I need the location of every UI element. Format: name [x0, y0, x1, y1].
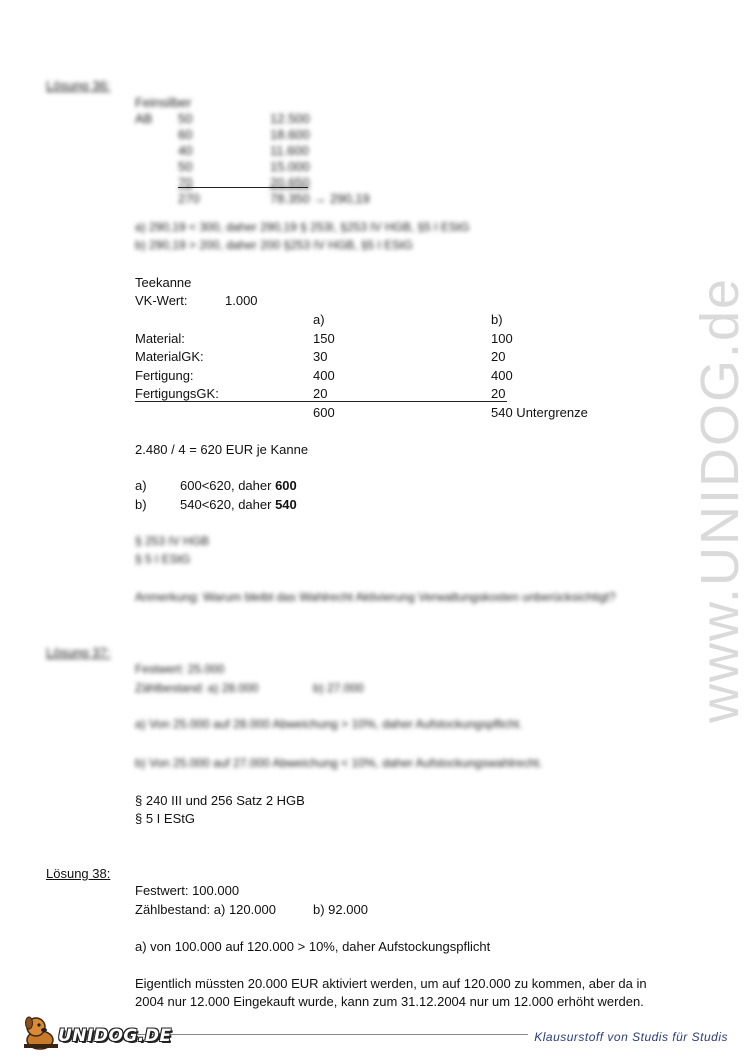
feinsilber-value: 15.000: [270, 159, 310, 174]
note-a: a) 290,19 < 300, daher 290,19 § 253I, §253 IV HGB, §5 I EStG: [135, 220, 470, 234]
result-a-text: 600<620, daher: [180, 478, 276, 493]
cost-row-b: 100: [491, 331, 513, 346]
footer-tagline: Klausurstoff von Studis für Studis: [528, 1030, 728, 1044]
law-reference-37: § 240 III und 256 Satz 2 HGB: [135, 793, 305, 808]
result-b: [180, 497, 297, 512]
zaehlbestand-38: Zählbestand: a) 120.000: [135, 902, 276, 917]
solution-37-heading: Lösung 37:: [46, 645, 111, 660]
cost-row-b: 20: [491, 349, 506, 364]
feinsilber-value: 12.500: [270, 111, 310, 126]
result-b-label: b): [135, 497, 147, 512]
vk-label: VK-Wert:: [135, 293, 188, 308]
feinsilber-qty: 70: [178, 175, 193, 190]
solution-36-heading: Lösung 36:: [46, 78, 111, 93]
result-a: [180, 478, 297, 493]
solution-38-heading: Lösung 38:: [46, 866, 111, 881]
feinsilber-total-qty: 270: [178, 191, 200, 206]
dog-logo-icon: [22, 1014, 62, 1052]
law-reference-37: § 5 I EStG: [135, 811, 195, 826]
column-a-header: a): [313, 312, 325, 327]
feinsilber-qty: 40: [178, 143, 193, 158]
feinsilber-qty: 50: [178, 111, 193, 126]
feinsilber-title: Feinsilber: [135, 95, 192, 110]
feinsilber-ab-label: AB: [135, 111, 153, 126]
feinsilber-qty: 50: [178, 159, 193, 174]
teekanne-title: Teekanne: [135, 275, 192, 290]
cost-row-a: 400: [313, 368, 335, 383]
note-b: b) 290,19 > 200, daher 200 §253 IV HGB, §5 I EStG: [135, 238, 413, 252]
zaehlbestand-37-b: b) 27.000: [313, 681, 364, 695]
zaehlbestand-38-b: b) 92.000: [313, 902, 368, 917]
cost-row-a: 20: [313, 386, 328, 401]
vk-value: 1.000: [225, 293, 258, 308]
festwert-38: Festwert: 100.000: [135, 883, 240, 898]
cost-row-label: MaterialGK:: [135, 349, 204, 364]
sum-line: [135, 401, 507, 402]
zaehlbestand-37: Zählbestand: a) 28.000: [135, 681, 259, 695]
law-reference: § 5 I EStG: [135, 552, 191, 566]
answer-38-a: a) von 100.000 auf 120.000 > 10%, daher Aufstockungspflicht: [135, 939, 491, 954]
result-b-value: 540: [275, 497, 297, 512]
column-b-header: b): [491, 312, 503, 327]
law-reference: § 253 IV HGB: [135, 534, 210, 548]
answer-37-a: a) Von 25.000 auf 28.000 Abweichung > 10%, daher Aufstockungspflicht.: [135, 717, 523, 731]
sum-a: 600: [313, 405, 335, 420]
cost-row-a: 30: [313, 349, 328, 364]
logo-text: UNIDOG.DE: [58, 1026, 172, 1046]
answer-37-b: b) Von 25.000 auf 27.000 Abweichung < 10%, daher Aufstockungswahlrecht.: [135, 756, 543, 770]
paragraph-line-1: Eigentlich müssten 20.000 EUR aktiviert werden, um auf 120.000 zu kommen, aber da in: [135, 976, 647, 991]
festwert-37: Festwert: 25.000: [135, 662, 225, 676]
feinsilber-total-value: 78.350 → 290,19: [270, 191, 370, 206]
feinsilber-qty: 60: [178, 127, 193, 142]
cost-row-b: 400: [491, 368, 513, 383]
calc-line: 2.480 / 4 = 620 EUR je Kanne: [135, 442, 309, 457]
paragraph-line-2: 2004 nur 12.000 Eingekauft wurde, kann zum 31.12.2004 nur um 12.000 erhöht werden.: [135, 994, 644, 1009]
cost-row-label: Material:: [135, 331, 185, 346]
watermark: www.UNIDOG.de: [690, 276, 750, 724]
remark: Anmerkung: Warum bleibt das Wahlrecht Aktivierung Verwaltungskosten unberücksichtigt?: [135, 590, 616, 604]
sum-b: 540 Untergrenze: [491, 405, 588, 420]
result-b-text: 540<620, daher: [180, 497, 276, 512]
feinsilber-value: 11.600: [270, 143, 309, 158]
feinsilber-value: 20.650: [270, 175, 310, 190]
feinsilber-value: 18.600: [270, 127, 310, 142]
cost-row-label: Fertigung:: [135, 368, 194, 383]
cost-row-b: 20: [491, 386, 506, 401]
cost-row-label: FertigungsGK:: [135, 386, 219, 401]
feinsilber-sum-line: [178, 187, 308, 188]
result-a-label: a): [135, 478, 147, 493]
result-a-value: 600: [275, 478, 297, 493]
cost-row-a: 150: [313, 331, 335, 346]
